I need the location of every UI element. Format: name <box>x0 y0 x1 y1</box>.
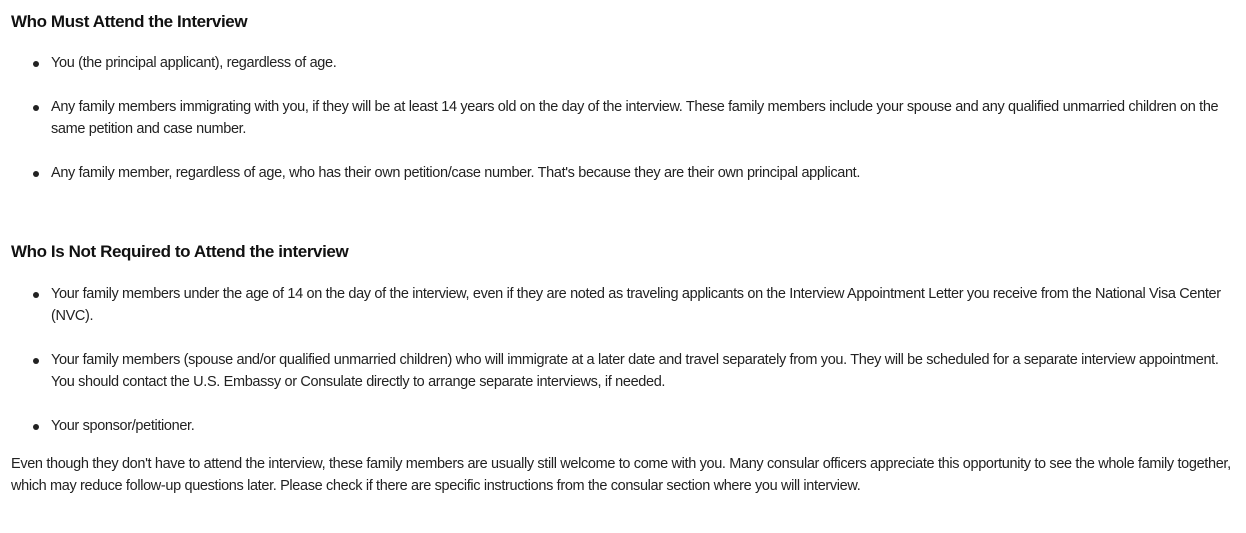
not-required-list <box>11 283 1235 437</box>
must-attend-list <box>11 52 1235 184</box>
bullet-icon <box>33 105 39 111</box>
list-item <box>11 283 1235 327</box>
bullet-icon <box>33 292 39 298</box>
section-heading-who-must-attend: Who Must Attend the Interview <box>11 12 248 31</box>
list-item <box>11 162 1235 184</box>
bullet-icon <box>33 171 39 177</box>
list-item-text: Any family member, regardless of age, who has their own petition/case number. That's because they are their own principal applicant. <box>51 165 861 181</box>
section-heading-not-required: Who Is Not Required to Attend the interview <box>11 242 349 261</box>
list-item-text: Your family members (spouse and/or qualified unmarried children) who will immigrate at a later date and travel separately from you. They will be scheduled for a separate interview appointment. You should contact the U.S. Embassy or Consulate directly to arrange separate interviews, if needed. <box>51 352 1219 390</box>
bullet-icon <box>33 61 39 67</box>
section-spacer <box>11 184 1235 241</box>
list-item-text: You (the principal applicant), regardless of age. <box>51 55 337 71</box>
bullet-icon <box>33 424 39 430</box>
list-item <box>11 349 1235 393</box>
list-item-text: Any family members immigrating with you, if they will be at least 14 years old on the day of the interview. These family members include your spouse and any qualified unmarried children on the same petition and case number. <box>51 99 1219 137</box>
closing-paragraph: Even though they don't have to attend the interview, these family members are usually still welcome to come with you. Many consular officers appreciate this opportunity to see the whole family together, which may reduce follow-up questions later. Please check if there are specific instructions from the consular section where you will interview. <box>11 456 1231 494</box>
list-item-text: Your family members under the age of 14 on the day of the interview, even if they are noted as traveling applicants on the Interview Appointment Letter you receive from the National Visa Center (NVC). <box>51 286 1221 324</box>
list-item <box>11 415 1235 437</box>
list-item-text: Your sponsor/petitioner. <box>51 418 195 434</box>
list-item <box>11 52 1235 74</box>
list-item <box>11 96 1235 140</box>
bullet-icon <box>33 358 39 364</box>
